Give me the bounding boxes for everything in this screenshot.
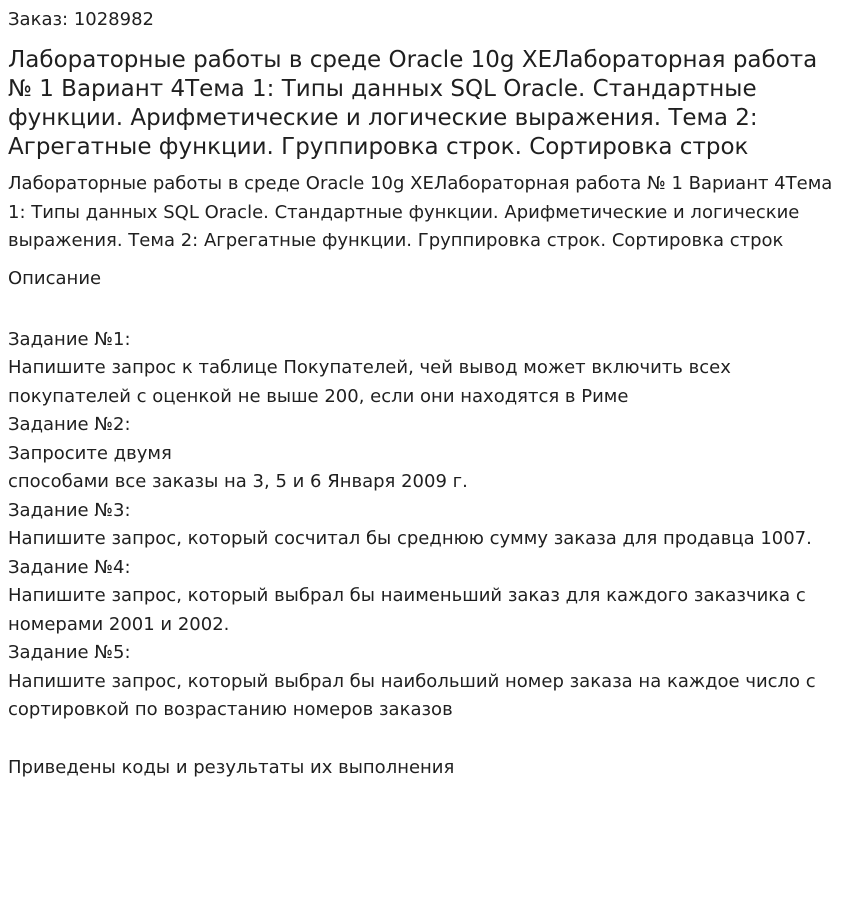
task-5-heading: Задание №5: <box>8 642 131 663</box>
task-5-text: Напишите запрос, который выбрал бы наибольший номер заказа на каждое число с сортировкой по возрастанию номеров заказов <box>8 670 816 720</box>
work-title: Лабораторные работы в среде Oracle 10g XEЛабораторная работа № 1 Вариант 4Тема 1: Типы данных SQL Oracle. Стандартные функции. Арифметические и логические выражения. Тема 2: Агрегатные функции. Группировка строк. Сортировка строк <box>8 47 818 160</box>
task-3-heading: Задание №3: <box>8 499 131 521</box>
work-summary: Лабораторные работы в среде Oracle 10g XEЛабораторная работа № 1 Вариант 4Тема 1: Типы данных SQL Oracle. Стандартные функции. Арифметические и логические выражения. Тема 2: Агрегатные функции. Группировка строк. Сортировка строк <box>8 173 833 251</box>
task-4-heading: Задание №4: <box>8 556 131 578</box>
description-heading: Описание <box>8 267 102 289</box>
task-1-heading: Задание №1: <box>8 328 131 350</box>
task-3-text: Напишите запрос, который сосчитал бы среднюю сумму заказа для продавца 1007. <box>8 528 812 549</box>
task-2-text-line-2: способами все заказы на 3, 5 и 6 Января 2009 г. <box>8 471 468 492</box>
task-2-text-line-1: Запросите двумя <box>8 442 172 464</box>
task-1-text: Напишите запрос к таблице Покупателей, чей вывод может включить всех покупателей с оценкой не выше 200, если они находятся в Риме <box>8 357 731 407</box>
task-4-text: Напишите запрос, который выбрал бы наименьший заказ для каждого заказчика с номерами 2001 и 2002. <box>8 585 806 635</box>
task-2-heading: Задание №2: <box>8 414 131 435</box>
task-list <box>8 326 839 725</box>
result-note: Приведены коды и результаты их выполнения <box>8 756 455 778</box>
order-number: Заказ: 1028982 <box>8 9 154 30</box>
